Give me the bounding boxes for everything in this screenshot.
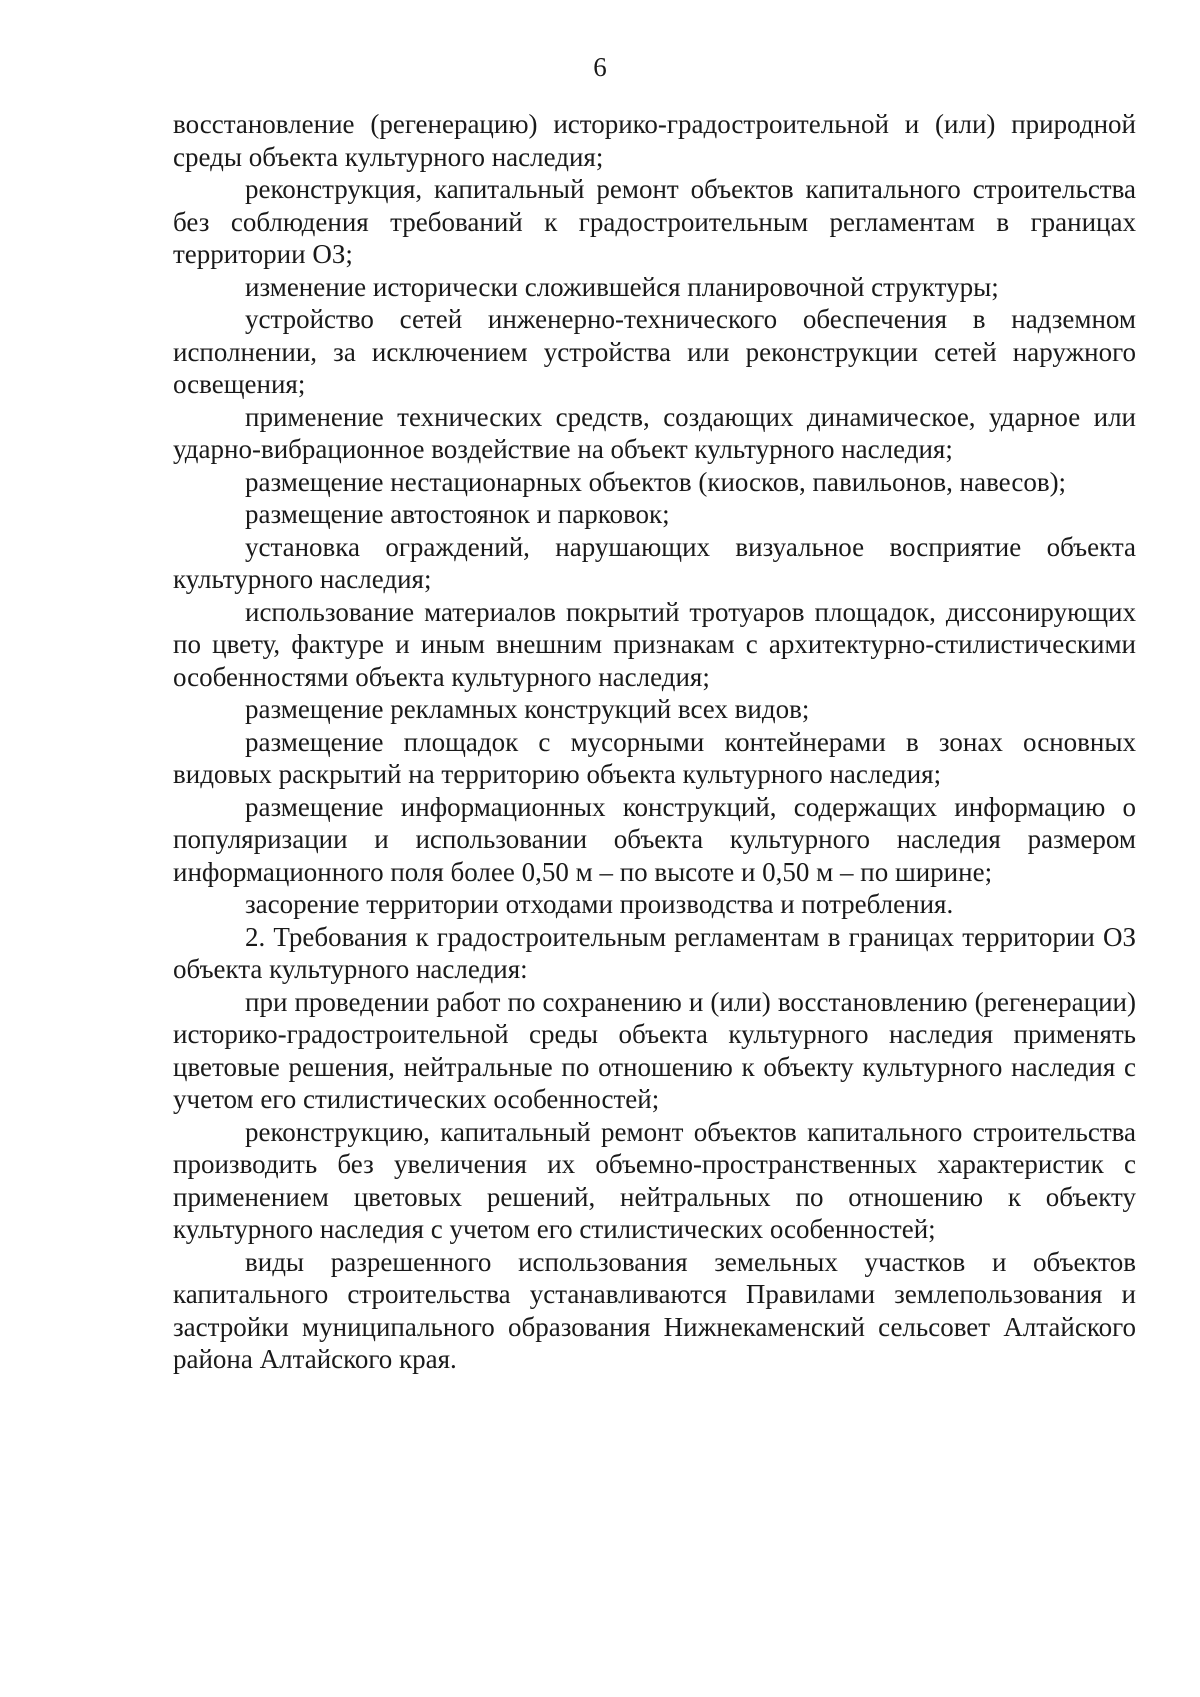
paragraph-littering: засорение территории отходами производства и потребления. <box>245 889 954 919</box>
paragraph-advertising: размещение рекламных конструкций всех видов; <box>245 694 810 724</box>
paragraph-planning-structure: изменение исторически сложившейся планировочной структуры; <box>245 271 999 302</box>
paragraph-section-2-heading: 2. Требования к градостроительным регламентам в границах территории ОЗ объекта культурного наследия: <box>173 921 1136 984</box>
paragraph-kiosks: размещение нестационарных объектов (киосков, павильонов, навесов); <box>245 466 1067 497</box>
paragraph-materials: использование материалов покрытий тротуаров площадок, диссонирующих по цвету, фактуре и иным внешним признакам с архитектурно-стилистическими особенностями объекта культурного наследия; <box>173 596 1136 692</box>
paragraph-reconstruction: реконструкция, капитальный ремонт объектов капитального строительства без соблюдения требований к градостроительным регламентам в границах территории ОЗ; <box>173 174 1136 269</box>
page-number: 6 <box>593 52 607 82</box>
paragraph-capital-construction: реконструкцию, капитальный ремонт объектов капитального строительства производить без увеличения их объемно-пространственных характеристик с применением цветовых решений, нейтральных по отношению к объекту культурного наследия с учетом его стилистических особенностей; <box>173 1116 1136 1244</box>
paragraph-parking: размещение автостоянок и парковок; <box>245 499 670 529</box>
paragraph-engineering-networks: устройство сетей инженерно-технического обеспечения в надземном исполнении, за исключением устройства или реконструкции сетей наружного освещения; <box>173 304 1136 399</box>
paragraph-waste-containers: размещение площадок с мусорными контейнерами в зонах основных видовых раскрытий на территорию объекта культурного наследия; <box>173 726 1136 789</box>
paragraph-restoration: восстановление (регенерацию) историко-градостроительной и (или) природной среды объекта культурного наследия; <box>173 109 1136 172</box>
paragraph-fences: установка ограждений, нарушающих визуальное восприятие объекта культурного наследия; <box>173 531 1136 594</box>
paragraph-info-structures: размещение информационных конструкций, содержащих информацию о популяризации и использовании объекта культурного наследия размером информационного поля более 0,50 м – по высоте и 0,50 м – по ширине; <box>173 791 1136 887</box>
document-body <box>173 108 1136 1376</box>
paragraph-color-solutions: при проведении работ по сохранению и (или) восстановлению (регенерации) историко-градостроительной среды объекта культурного наследия применять цветовые решения, нейтральные по отношению к объекту культурного наследия с учетом его стилистических особенностей; <box>173 986 1136 1114</box>
paragraph-technical-means: применение технических средств, создающих динамическое, ударное или ударно-вибрационное воздействие на объект культурного наследия; <box>173 401 1136 464</box>
paragraph-permitted-use: виды разрешенного использования земельных участков и объектов капитального строительства устанавливаются Правилами землепользования и застройки муниципального образования Нижнекаменский сельсовет Алтайского района Алтайского края. <box>173 1246 1136 1374</box>
